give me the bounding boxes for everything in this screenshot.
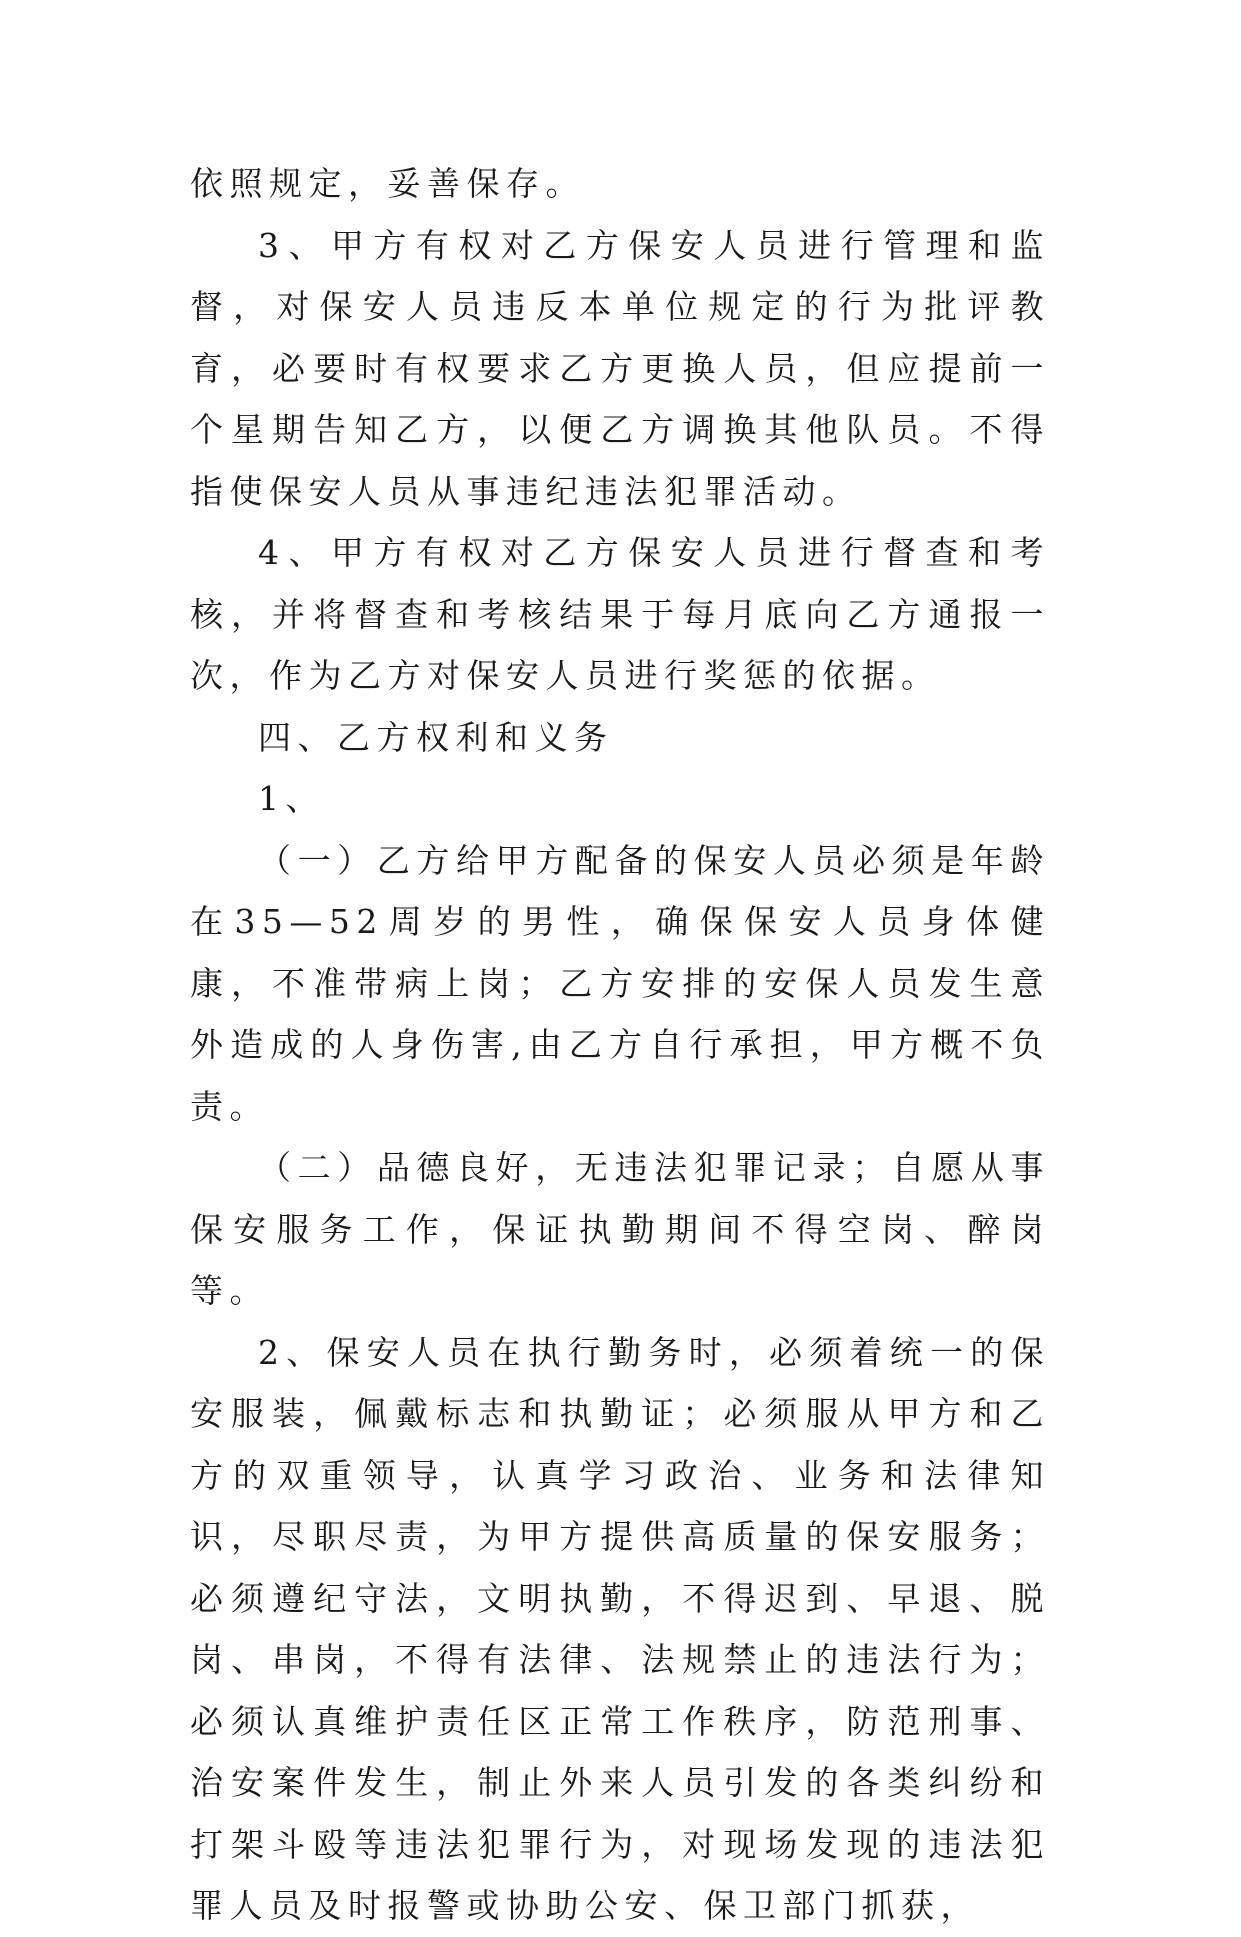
- paragraph-continuation: 依照规定，妥善保存。: [190, 164, 585, 203]
- section-heading-party-b-rights: 四、乙方权利和义务: [258, 717, 614, 757]
- document-body: [190, 153, 1050, 1937]
- paragraph-clause-3: 3、甲方有权对乙方保安人员进行管理和监督，对保安人员违反本单位规定的行为批评教育，必要时有权要求乙方更换人员，但应提前一个星期告知乙方，以便乙方调换其他队员。不得指使保安人员从事违纪违法犯罪活动。: [190, 225, 1050, 511]
- paragraph-subitem-1: （一）乙方给甲方配备的保安人员必须是年龄在35—52周岁的男性，确保保安人员身体健康，不准带病上岗；乙方安排的安保人员发生意外造成的人身伤害,由乙方自行承担，甲方概不负责。: [190, 840, 1050, 1126]
- paragraph-item-1: 1、: [258, 779, 325, 818]
- paragraph-subitem-2: （二）品德良好，无违法犯罪记录；自愿从事保安服务工作，保证执勤期间不得空岗、醉岗等。: [190, 1148, 1050, 1310]
- paragraph-item-2: 2、保安人员在执行勤务时，必须着统一的保安服装，佩戴标志和执勤证；必须服从甲方和乙方的双重领导，认真学习政治、业务和法律知识，尽职尽责，为甲方提供高质量的保安服务；必须遵纪守法，文明执勤，不得迟到、早退、脱岗、串岗，不得有法律、法规禁止的违法行为；必须认真维护责任区正常工作秩序，防范刑事、治安案件发生，制止外来人员引发的各类纠纷和打架斗殴等违法犯罪行为，对现场发现的违法犯罪人员及时报警或协助公安、保卫部门抓获，: [190, 1332, 1050, 1925]
- paragraph-clause-4: 4、甲方有权对乙方保安人员进行督查和考核，并将督查和考核结果于每月底向乙方通报一次，作为乙方对保安人员进行奖惩的依据。: [190, 533, 1050, 695]
